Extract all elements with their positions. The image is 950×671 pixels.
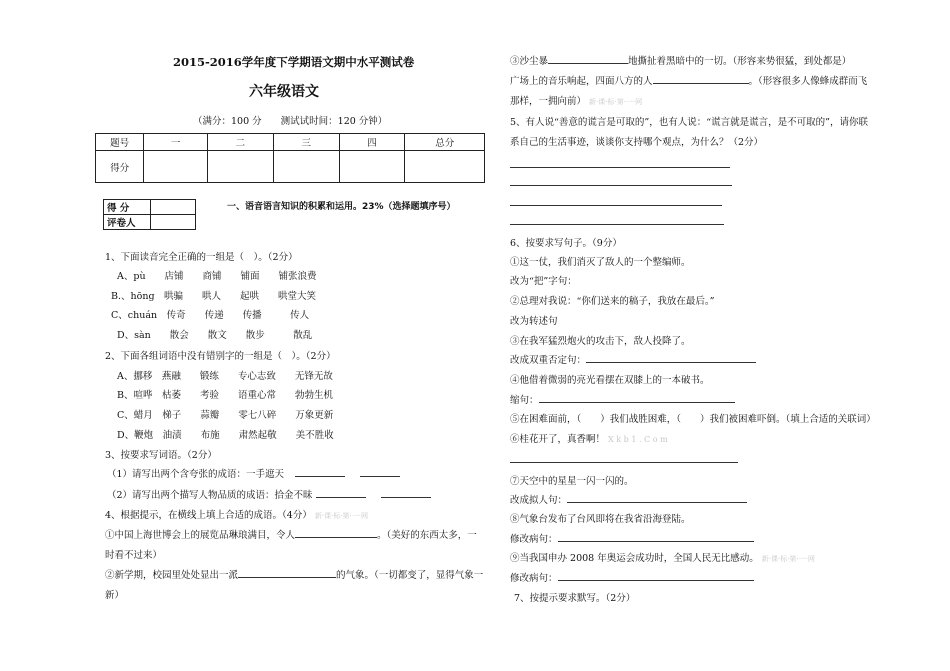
- score-header-2: 二: [208, 134, 274, 151]
- q4-line2-hint: 的气象。（一切都变了，显得气象一: [336, 570, 484, 581]
- q1-option-c: C、chuán 传奇 传递 传播 传人: [111, 310, 310, 321]
- q5-answer-line-2[interactable]: [510, 185, 732, 186]
- q4-item4: [510, 76, 867, 88]
- q6-sentence-6-text: ⑥桂花开了，真香啊！: [510, 434, 606, 445]
- exam-title: 2015-2016学年度下学期语文期中水平测试卷: [173, 55, 415, 69]
- score-header-label: 题号: [96, 134, 144, 151]
- q6-stem: 6、按要求写句子。（9分）: [510, 238, 622, 249]
- q2-option-a: A、挪移 燕融 锻练 专心志致 无锋无故: [117, 371, 333, 382]
- q6-prompt-2: 改为转述句: [510, 316, 558, 327]
- q3-line1-text: （1）请写出两个含夸张的成语：一手遮天: [107, 469, 285, 480]
- exam-subtitle: 六年级语文: [249, 84, 319, 100]
- score-header-1: 一: [144, 134, 208, 151]
- q5-stem-line2: 系自己的生活事迹，谈谈你支持哪个观点，为什么？（2分）: [510, 137, 764, 148]
- q6-sentence-3: ③在我军猛烈炮火的攻击下，敌人投降了。: [510, 336, 691, 347]
- grader-score-label: 得 分: [104, 200, 151, 215]
- q6-sentence-9: [510, 553, 815, 565]
- q2-option-b: B、喧哗 枯萎 考验 语重心常 勃勃生机: [117, 390, 333, 401]
- watermark-text: 新·课·标·第·一·网: [761, 555, 815, 563]
- grader-reviewer-label: 评卷人: [104, 215, 151, 230]
- q6-prompt-1: 改为“把”字句：: [510, 276, 577, 287]
- q3-line1: [107, 469, 400, 481]
- q6-sentence-2: ②总理对我说：“你们送来的稿子，我放在最后。”: [510, 296, 715, 307]
- q6-prompt-9: [510, 573, 754, 585]
- grader-reviewer-cell[interactable]: [151, 215, 196, 230]
- q3-line1-blank2[interactable]: [360, 476, 400, 477]
- score-header-3: 三: [273, 134, 339, 151]
- q6-sentence-5: ⑤在困难面前，（ ）我们战胜困难，（ ）我们被困难吓倒。（填上合适的关联词）: [510, 414, 876, 425]
- q6-answer-8[interactable]: [558, 541, 754, 542]
- grader-score-cell[interactable]: [151, 200, 196, 215]
- score-header-total: 总分: [405, 134, 485, 151]
- q4-item4-cont: [510, 96, 642, 108]
- q4-line1-text: ①中国上海世博会上的展览品琳琅满目，令人: [105, 530, 296, 541]
- q6-sentence-1: ①这一仗，我们消灭了敌人的一个整编师。: [510, 257, 691, 268]
- q6-sentence-8: ⑧气象台发布了台风即将在我省沿海登陆。: [510, 514, 691, 525]
- q6-sentence-6: [510, 434, 668, 446]
- q6-answer-3[interactable]: [586, 362, 756, 363]
- grader-box: [103, 199, 196, 230]
- q6-prompt-4-text: 缩句：: [510, 395, 539, 406]
- q4-line2-cont: 新）: [105, 590, 125, 601]
- q6-sentence-7: ⑦天空中的星星一闪一闪的。: [510, 476, 634, 487]
- q5-stem-line1: 5、有人说“善意的谎言是可取的”，也有人说：“谎言就是谎言，是不可取的”，请你联: [510, 117, 868, 128]
- q1-stem: 1、下面读音完全正确的一组是（ ）。（2分）: [105, 252, 298, 263]
- q5-answer-line-1[interactable]: [510, 167, 730, 168]
- q2-option-d: D、鞭炮 油渍 布施 肃然起敬 美不胜收: [117, 430, 334, 441]
- q6-sentence-4: ④他借着微弱的亮光看摆在双膝上的一本破书。: [510, 375, 710, 386]
- q6-prompt-9-text: 修改病句：: [510, 573, 558, 584]
- q2-stem: 2、下面各组词语中没有错别字的一组是（ ）。（2分）: [105, 351, 336, 362]
- q4-item3-text: ③沙尘暴: [510, 56, 549, 67]
- q4-item4-cont-text: 那样，一拥向前）: [510, 96, 587, 107]
- q4-line1-hint: 。（美好的东西太多，一: [377, 530, 477, 541]
- q7-stem: 7、按提示要求默写。（2分）: [514, 593, 636, 604]
- q4-line1-blank[interactable]: [295, 537, 377, 538]
- q3-line2: [107, 490, 431, 502]
- q6-prompt-3-text: 改成双重否定句：: [510, 355, 587, 366]
- q6-prompt-8-text: 修改病句：: [510, 534, 558, 545]
- q4-item4-text: 广场上的音乐响起，四面八方的人: [510, 76, 653, 87]
- q4-item3: [510, 56, 851, 68]
- q4-item4-hint: 。（形容很多人像蜂成群而飞: [748, 76, 868, 87]
- q6-sentence-9-text: ⑨当我国申办 2008 年奥运会成功时，全国人民无比感动。: [510, 553, 759, 564]
- q4-item3-hint: 地撕扯着黑暗中的一切。（形容来势很猛，到处都是）: [628, 56, 852, 67]
- q4-item3-blank[interactable]: [548, 63, 628, 64]
- q4-line2-text: ②新学期，校园里处处显出一派: [105, 570, 239, 581]
- q4-stem: [105, 510, 368, 522]
- q4-item4-blank[interactable]: [653, 83, 749, 84]
- q1-option-b: B.、hōng 哄骗 哄人 起哄 哄堂大笑: [111, 291, 317, 302]
- q1-option-a: A、pù 店铺 商铺 铺面 铺张浪费: [117, 271, 317, 282]
- q6-answer-9[interactable]: [558, 580, 754, 581]
- score-table: [95, 133, 485, 183]
- q5-answer-line-3[interactable]: [510, 205, 722, 206]
- q5-answer-line-4[interactable]: [510, 224, 724, 225]
- q6-answer-7[interactable]: [567, 502, 747, 503]
- q4-line1: [105, 530, 477, 542]
- section1-heading: 一、语音语言知识的积累和运用。23%（选择题填序号）: [227, 202, 456, 212]
- q3-line1-blank1[interactable]: [295, 476, 345, 477]
- score-cell-1[interactable]: [144, 151, 208, 183]
- watermark-text: X k b 1 . C o m: [608, 435, 668, 444]
- q3-line2-blank1[interactable]: [316, 497, 366, 498]
- q6-prompt-4: [510, 395, 735, 407]
- score-row-label: 得分: [96, 151, 144, 183]
- score-cell-4[interactable]: [339, 151, 405, 183]
- q6-prompt-7: [510, 495, 747, 507]
- q4-line1-cont: 时看不过来）: [105, 550, 163, 561]
- q6-answer-4[interactable]: [539, 402, 735, 403]
- watermark-text: 新·课·标·第·一·网: [589, 98, 643, 106]
- q1-option-d: D、sàn 散会 散文 散步 散乱: [117, 330, 313, 341]
- score-cell-total[interactable]: [405, 151, 485, 183]
- q4-stem-text: 4、根据提示，在横线上填上合适的成语。（4分）: [105, 510, 312, 521]
- q4-line2: [105, 570, 483, 582]
- q3-line2-text: （2）请写出两个描写人物品质的成语：拾金不昧: [107, 490, 313, 501]
- q6-answer-6[interactable]: [510, 462, 738, 463]
- watermark-text: 新·课·标·第·一·网: [314, 512, 369, 520]
- q6-prompt-8: [510, 534, 754, 546]
- score-cell-2[interactable]: [208, 151, 274, 183]
- score-cell-3[interactable]: [273, 151, 339, 183]
- q6-prompt-7-text: 改成拟人句：: [510, 495, 568, 506]
- q3-line2-blank2[interactable]: [381, 497, 431, 498]
- q2-option-c: C、蜡月 梯子 蒜瓣 零七八碎 万象更新: [117, 410, 334, 421]
- q6-prompt-3: [510, 355, 756, 367]
- q3-stem: 3、按要求写词语。（2分）: [105, 450, 217, 461]
- exam-info: （满分：100 分 测试试时间：120 分钟）: [193, 116, 388, 127]
- q4-line2-blank[interactable]: [238, 577, 336, 578]
- score-header-4: 四: [339, 134, 405, 151]
